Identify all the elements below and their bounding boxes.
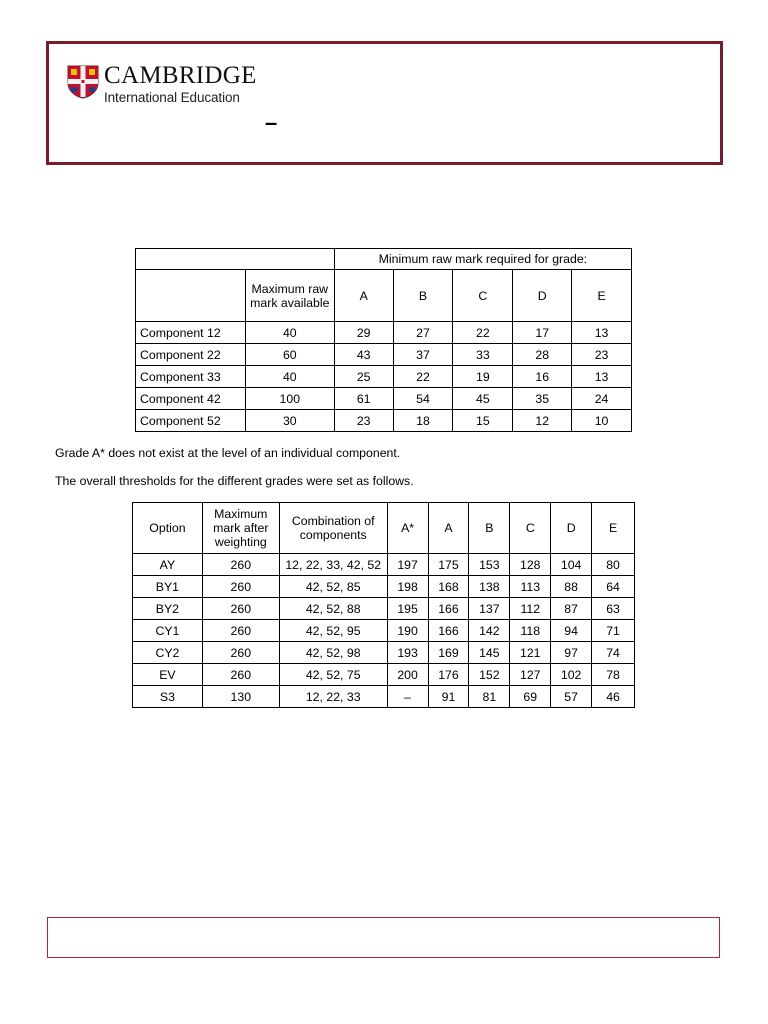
table-cell: 87 [551,598,592,620]
grade-header: A [428,503,469,554]
grade-cell: 27 [393,322,453,344]
grade-cell: 24 [572,388,632,410]
table-cell: 42, 52, 85 [279,576,387,598]
table-row [136,322,632,344]
grade-header: E [572,270,632,322]
table-row [133,598,635,620]
table-cell: 80 [592,554,635,576]
grade-header: A* [387,503,428,554]
component-name: Component 42 [136,388,246,410]
grade-header: E [592,503,635,554]
table-cell: 260 [202,642,279,664]
table-cell: 81 [469,686,510,708]
grade-cell: 45 [453,388,513,410]
table-cell: 260 [202,554,279,576]
grade-cell: 23 [572,344,632,366]
max-raw-mark-header: Maximum raw mark available [245,270,334,322]
grade-cell: 18 [393,410,453,432]
table-cell: 104 [551,554,592,576]
grade-header: D [513,270,572,322]
table-cell: 63 [592,598,635,620]
grade-cell: 16 [513,366,572,388]
table-cell: 198 [387,576,428,598]
table-cell: 176 [428,664,469,686]
table-cell: 193 [387,642,428,664]
table-cell: 46 [592,686,635,708]
table-cell: 57 [551,686,592,708]
table-row [133,664,635,686]
table-cell: 42, 52, 88 [279,598,387,620]
table-cell: 102 [551,664,592,686]
grade-cell: 28 [513,344,572,366]
grade-cell: 43 [334,344,393,366]
table-row [133,554,635,576]
table-cell: 260 [202,620,279,642]
component-name: Component 33 [136,366,246,388]
table-cell: 130 [202,686,279,708]
table-cell: AY [133,554,203,576]
table-cell: EV [133,664,203,686]
grade-header: B [393,270,453,322]
table-cell: 97 [551,642,592,664]
table-cell: 200 [387,664,428,686]
table-cell: 169 [428,642,469,664]
component-name: Component 52 [136,410,246,432]
grade-cell: 22 [393,366,453,388]
table-cell: CY1 [133,620,203,642]
title-dash: – [265,110,278,135]
table-cell: CY2 [133,642,203,664]
table-row [133,686,635,708]
table-cell: 78 [592,664,635,686]
table-cell: 42, 52, 75 [279,664,387,686]
brand-name: CAMBRIDGE [104,62,257,89]
grade-header: B [469,503,510,554]
table-cell: 12, 22, 33, 42, 52 [279,554,387,576]
table-cell: 260 [202,664,279,686]
table-row [136,388,632,410]
table-cell: 152 [469,664,510,686]
table-row [133,642,635,664]
header-box [46,41,723,165]
table-cell: 121 [510,642,551,664]
table-cell: 12, 22, 33 [279,686,387,708]
table-cell: 71 [592,620,635,642]
max-mark-cell: 30 [245,410,334,432]
max-mark-cell: 60 [245,344,334,366]
astar-note: Grade A* does not exist at the level of an individual component. [55,446,401,460]
table-cell: 260 [202,598,279,620]
table-cell: 42, 52, 98 [279,642,387,664]
table-header-row [133,503,635,554]
table-cell: 195 [387,598,428,620]
table-cell: 113 [510,576,551,598]
empty-header-cell [136,249,335,270]
table-header-row [136,270,632,322]
overall-thresholds-note: The overall thresholds for the different grades were set as follows. [55,474,414,488]
grade-cell: 33 [453,344,513,366]
table-cell: 166 [428,598,469,620]
grade-cell: 29 [334,322,393,344]
table-cell: 64 [592,576,635,598]
footer-box [47,917,720,958]
table-row [136,344,632,366]
grade-header: A [334,270,393,322]
table-cell: 197 [387,554,428,576]
table-row [136,410,632,432]
table-cell: 91 [428,686,469,708]
component-name: Component 22 [136,344,246,366]
grade-header: C [510,503,551,554]
max-mark-cell: 40 [245,366,334,388]
table-cell: 94 [551,620,592,642]
max-mark-cell: 100 [245,388,334,410]
table-cell: 42, 52, 95 [279,620,387,642]
table-cell: 138 [469,576,510,598]
option-header: Option [133,503,203,554]
grade-cell: 25 [334,366,393,388]
grade-cell: 10 [572,410,632,432]
table-cell: BY2 [133,598,203,620]
table-cell: 168 [428,576,469,598]
empty-header-cell [136,270,246,322]
grade-cell: 61 [334,388,393,410]
grade-cell: 19 [453,366,513,388]
grade-cell: 54 [393,388,453,410]
grade-cell: 17 [513,322,572,344]
table-cell: 137 [469,598,510,620]
table-cell: 74 [592,642,635,664]
grade-cell: 23 [334,410,393,432]
table-cell: – [387,686,428,708]
table-cell: 127 [510,664,551,686]
cambridge-crest-icon [67,65,99,99]
component-name: Component 12 [136,322,246,344]
table-cell: 153 [469,554,510,576]
grade-header: C [453,270,513,322]
grade-cell: 22 [453,322,513,344]
table-cell: S3 [133,686,203,708]
min-raw-mark-header: Minimum raw mark required for grade: [334,249,631,270]
table-row [136,366,632,388]
table-row [133,620,635,642]
table-cell: 166 [428,620,469,642]
grade-cell: 15 [453,410,513,432]
table-cell: 112 [510,598,551,620]
table-cell: 128 [510,554,551,576]
table-cell: 69 [510,686,551,708]
cambridge-logo [67,63,257,105]
grade-cell: 13 [572,366,632,388]
component-thresholds-table [135,248,632,432]
table-cell: 190 [387,620,428,642]
combination-header: Combination of components [279,503,387,554]
table-cell: 88 [551,576,592,598]
max-mark-header: Maximum mark after weighting [202,503,279,554]
table-group-header-row [136,249,632,270]
table-cell: 142 [469,620,510,642]
table-cell: 175 [428,554,469,576]
table-cell: BY1 [133,576,203,598]
table-row [133,576,635,598]
grade-cell: 12 [513,410,572,432]
table-cell: 118 [510,620,551,642]
grade-cell: 37 [393,344,453,366]
brand-subtitle: International Education [104,90,240,105]
max-mark-cell: 40 [245,322,334,344]
table-cell: 145 [469,642,510,664]
grade-cell: 35 [513,388,572,410]
table-cell: 260 [202,576,279,598]
overall-thresholds-table [132,502,635,708]
grade-header: D [551,503,592,554]
grade-cell: 13 [572,322,632,344]
